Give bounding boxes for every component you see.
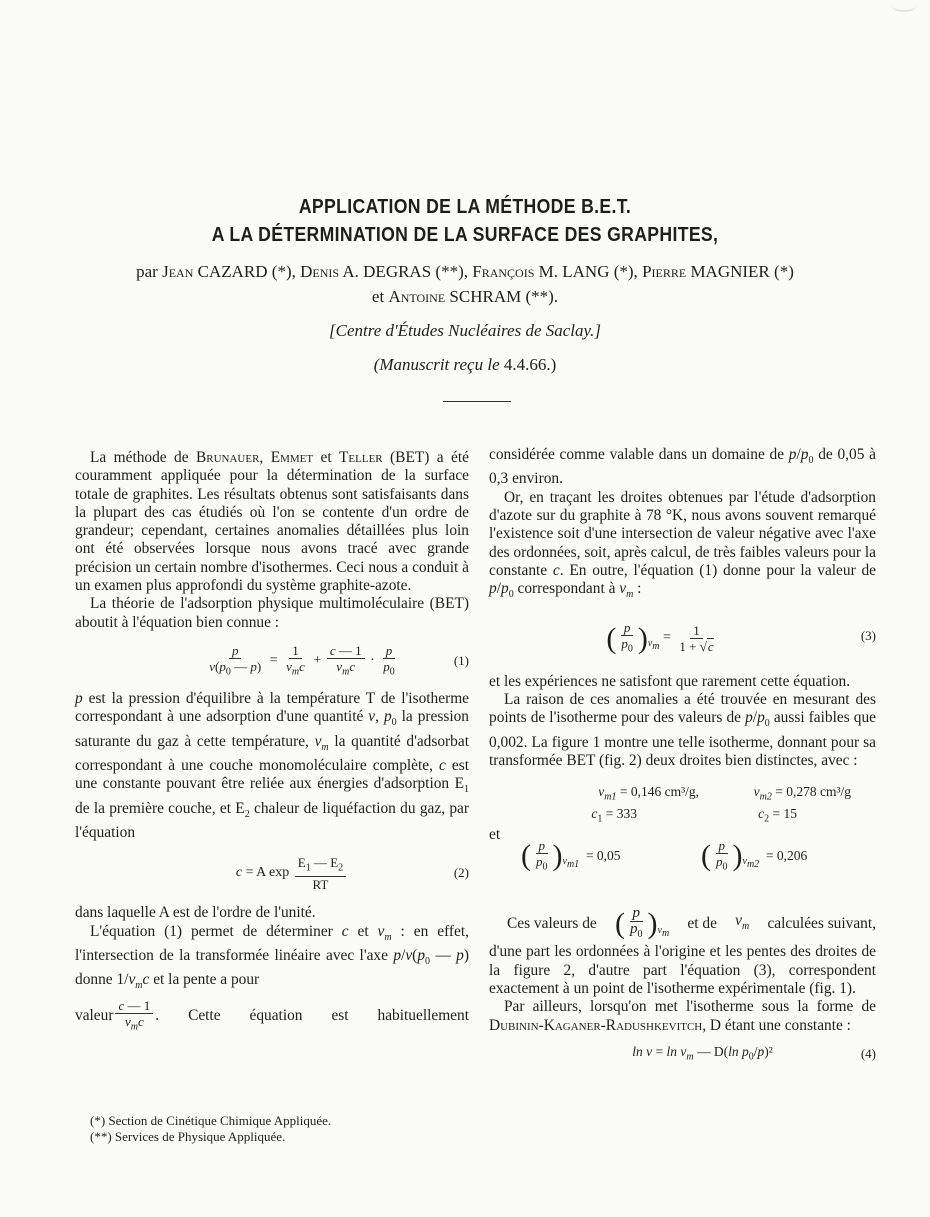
text: chaleur de liquéfaction du gaz, par l'équation bbox=[75, 799, 469, 842]
title-divider bbox=[443, 401, 511, 402]
right-column bbox=[489, 446, 876, 1075]
value-c2: = 15 bbox=[772, 805, 797, 821]
math: p bbox=[393, 947, 402, 965]
paragraph-theory: La théorie de l'adsorption physique multimoléculaire (BET) aboutit à l'équation bien connue : bbox=[75, 595, 469, 631]
author-2-mark: (**), bbox=[435, 262, 468, 281]
value-vm1: = 0,146 cm³/g, bbox=[619, 784, 699, 800]
math: p bbox=[383, 708, 392, 726]
author-4-mark: (*) bbox=[774, 262, 794, 281]
paragraph-rarely: et les expériences ne satisfont que rarement cette équation. bbox=[489, 672, 851, 690]
text: et bbox=[489, 826, 501, 844]
text: correspondant à bbox=[513, 580, 620, 598]
math: c bbox=[439, 757, 446, 775]
text: est une constante pouvant être reliée aux énergies d'adsorption E bbox=[75, 757, 469, 793]
ratio-2: ( $\frac{p}{p_0}$ ) $_{v_{m2}}$ = 0,206 bbox=[701, 838, 808, 873]
text: / bbox=[401, 947, 406, 965]
math-sub: 0 bbox=[808, 455, 814, 467]
text: / bbox=[796, 446, 801, 463]
math: p bbox=[788, 446, 797, 463]
paragraph-values-rest: d'une part les ordonnées à l'origine et les pentes des droites de la figure 2, d'autre part l'équation (3), correspondent exactement à un point de l'isotherme expérimentale (fig. 1). bbox=[489, 943, 876, 997]
math-sub: 1 bbox=[464, 784, 469, 796]
math: c bbox=[341, 922, 349, 940]
text: . En outre, l'équation (1) donne pour la valeur de bbox=[559, 561, 877, 579]
paragraph-values-line: Ces valeurs de ( $\frac{p}{p_0}$ ) $_{v_m}$ et de $v_m$ calculées suivant, bbox=[507, 904, 876, 940]
author-1-mark: (*), bbox=[271, 262, 296, 281]
math: v bbox=[314, 732, 322, 750]
text: la quantité d'adsorbat correspondant à une couche monomoléculaire complète, bbox=[75, 732, 469, 775]
value-c1: = 333 bbox=[605, 805, 637, 821]
paragraph-dkr bbox=[489, 998, 876, 1035]
authors-prefix: par bbox=[136, 262, 158, 281]
equation-4: $\ln v = \ln v_m$ — D(ln $p_0/p)^2$ (4) bbox=[632, 1043, 876, 1063]
page-corner-mark bbox=[892, 0, 916, 12]
author-3-mark: (*), bbox=[613, 262, 638, 281]
text: valeur bbox=[75, 1006, 114, 1024]
text: : bbox=[633, 580, 642, 598]
name-dkr: Dubinin-Kaganer-Radushkevitch bbox=[489, 1016, 703, 1034]
value-ratio-2: = 0,206 bbox=[765, 848, 808, 864]
math: p bbox=[800, 446, 809, 463]
math: p bbox=[489, 580, 497, 598]
ratio-1: ( $\frac{p}{p_0}$ ) $_{v_{m1}}$ = 0,05 bbox=[521, 838, 621, 873]
text: . Cette équation est habituellement bbox=[155, 1006, 469, 1024]
text: et de bbox=[687, 914, 717, 932]
text: L'équation (1) permet de déterminer bbox=[90, 922, 342, 940]
text: et bbox=[348, 922, 378, 940]
results-line-1: $v_{m1} = 0,146$ cm³/g, $c_1 = 333$ bbox=[591, 784, 699, 825]
footnote-2: (**) Services de Physique Appliquée. bbox=[90, 1129, 286, 1144]
text: , bbox=[259, 449, 264, 466]
math: v bbox=[619, 580, 627, 598]
equation-4-number: (4) bbox=[860, 1045, 876, 1061]
title-line-1: APPLICATION DE LA MÉTHODE B.E.T. bbox=[298, 195, 632, 218]
results-block bbox=[489, 770, 876, 898]
math: c bbox=[142, 971, 150, 989]
text: La méthode de bbox=[90, 449, 189, 466]
author-5-mark: (**). bbox=[525, 287, 559, 306]
math-sub: 0 bbox=[508, 589, 514, 601]
author-3-first: François bbox=[472, 262, 535, 281]
math-sub: m bbox=[626, 589, 634, 601]
author-2-last: A. DEGRAS bbox=[342, 262, 432, 281]
equation-2-number: (2) bbox=[453, 865, 469, 881]
authors-conj: et bbox=[371, 287, 385, 306]
text: de 0,05 à 0,3 environ. bbox=[489, 446, 876, 488]
equation-1: $\frac{p}{v(p_0 — p)}$ = $\frac{1}{v_mc}$ + $\frac{c — 1}{v_mc}$ · $\frac{p}{p_0}$ (1) bbox=[209, 642, 469, 678]
institution: [Centre d'Études Nucléaires de Saclay.] bbox=[329, 321, 601, 340]
text: / bbox=[496, 580, 501, 598]
text: Or, en traçant les droites obtenues par l'étude d'adsorption d'azote sur du graphite à 78 °K, nous avons souvent remarqué l'existence soit d'une intersection de valeur négative avec l'axe des ordonnées, soit, après calcul, de très faibles valeurs pour la constante bbox=[489, 488, 876, 579]
paragraph-observation bbox=[489, 489, 876, 605]
received-label: (Manuscrit reçu le bbox=[373, 355, 500, 374]
paragraph-unit: dans laquelle A est de l'ordre de l'unité. bbox=[75, 904, 316, 922]
paragraph-intro bbox=[75, 449, 469, 595]
author-5-first: Antoine bbox=[388, 287, 446, 306]
slope-line bbox=[75, 998, 469, 1035]
math: p bbox=[745, 709, 753, 727]
math: c bbox=[552, 561, 560, 579]
math-sub: m bbox=[384, 931, 392, 943]
math: p bbox=[417, 947, 426, 965]
slope-fraction: $\frac{c — 1}{v_mc}$ bbox=[115, 998, 153, 1035]
received-value: 4.4.66.) bbox=[503, 355, 557, 374]
text: Ces valeurs de bbox=[507, 914, 597, 932]
math: p bbox=[757, 709, 765, 727]
text: considérée comme valable dans un domaine de bbox=[489, 446, 789, 463]
paragraph-validity bbox=[489, 446, 876, 489]
name-brunauer: Brunauer bbox=[195, 449, 260, 466]
math: p bbox=[75, 689, 83, 707]
math-sub: 0 bbox=[764, 718, 770, 730]
text: de la première couche, et E bbox=[75, 799, 245, 817]
author-5-last: SCHRAM bbox=[449, 287, 522, 306]
text: la pression saturante du gaz à cette température, bbox=[75, 708, 469, 750]
text: et la pente a pour bbox=[149, 971, 260, 989]
text: ) donne 1/ bbox=[75, 947, 469, 989]
results-line-2: $v_{m2} = 0,278$ cm³/g $c_2 = 15$ bbox=[753, 784, 851, 825]
received-date bbox=[0, 355, 930, 375]
paragraph-determination bbox=[75, 923, 469, 996]
math-sub: 0 bbox=[391, 717, 397, 729]
text: Par ailleurs, lorsqu'on met l'isotherme sous la forme de bbox=[504, 998, 876, 1016]
paragraph-definitions bbox=[75, 690, 469, 842]
footnote-1: (*) Section de Cinétique Chimique Appliquée. bbox=[90, 1113, 332, 1128]
text: , bbox=[375, 708, 384, 726]
text: La raison de ces anomalies a été trouvée en mesurant des points de l'isotherme pour des valeurs de bbox=[489, 690, 876, 727]
math-sub: 0 bbox=[425, 956, 431, 968]
text: , D étant une constante : bbox=[702, 1016, 851, 1034]
author-1-last: CAZARD bbox=[197, 262, 268, 281]
author-4-last: MAGNIER bbox=[690, 262, 770, 281]
paragraph-reason bbox=[489, 691, 876, 770]
math-sub: m bbox=[135, 980, 143, 992]
math: p bbox=[500, 580, 509, 598]
math-sub: 2 bbox=[244, 808, 250, 820]
math-sub: m bbox=[321, 741, 329, 753]
author-list bbox=[40, 259, 890, 309]
text: ( bbox=[412, 947, 418, 965]
math: v bbox=[368, 708, 376, 726]
value-vm2: = 0,278 cm³/g bbox=[775, 784, 851, 800]
equation-1-number: (1) bbox=[453, 652, 469, 668]
author-3-last: M. LANG bbox=[538, 262, 610, 281]
math: v bbox=[377, 922, 385, 940]
math: p bbox=[456, 947, 464, 965]
text: aussi faibles que 0,002. La figure 1 montre une telle isotherme, donnant pour sa transformée BET (fig. 2) deux droites bien distinctes, avec : bbox=[489, 709, 876, 769]
text: est la pression d'équilibre à la température T de l'isotherme correspondant à une adsorption d'une quantité bbox=[75, 689, 469, 726]
article-title bbox=[0, 193, 930, 249]
left-column bbox=[75, 449, 469, 1034]
text: : en effet, l'intersection de la transformée linéaire avec l'axe bbox=[75, 922, 469, 965]
author-1-first: Jean bbox=[162, 262, 194, 281]
footnotes bbox=[90, 1113, 331, 1145]
text: — bbox=[430, 947, 457, 965]
math: v bbox=[128, 971, 136, 989]
name-teller: Teller bbox=[339, 449, 383, 466]
title-line-2: A LA DÉTERMINATION DE LA SURFACE DES GRAPHITES, bbox=[211, 223, 719, 246]
math: v bbox=[405, 947, 413, 965]
equation-2: c = A exp $\frac{E_1 — E_2}{RT}$ (2) bbox=[235, 855, 469, 892]
equation-3-number: (3) bbox=[860, 627, 876, 643]
text: / bbox=[752, 709, 758, 727]
text: et bbox=[320, 449, 332, 466]
name-emmet: Emmet bbox=[270, 449, 314, 466]
author-2-first: Denis bbox=[300, 262, 340, 281]
text: (BET) a été couramment appliquée pour la détermination de la surface totale de graphites. Les résultats obtenus sont satisfaisants dans la plupart des cas étudiés où l'on se contente d'un ordre de grandeur; cependant, certaines anomalies détaillées plus loin ont été observées lorsque nous avons tracé avec grande précision un certain nombre d'isothermes. Ceci nous a conduit à un examen plus approfondi du système graphite-azote. bbox=[75, 449, 469, 595]
text: calculées suivant, bbox=[767, 914, 876, 932]
author-4-first: Pierre bbox=[642, 262, 687, 281]
value-ratio-1: = 0,05 bbox=[585, 848, 621, 864]
equation-3: ( $\frac{p}{p_0}$ ) $_{v_m}$ = $\frac{1}{1 + √c}$ (3) bbox=[606, 620, 876, 655]
